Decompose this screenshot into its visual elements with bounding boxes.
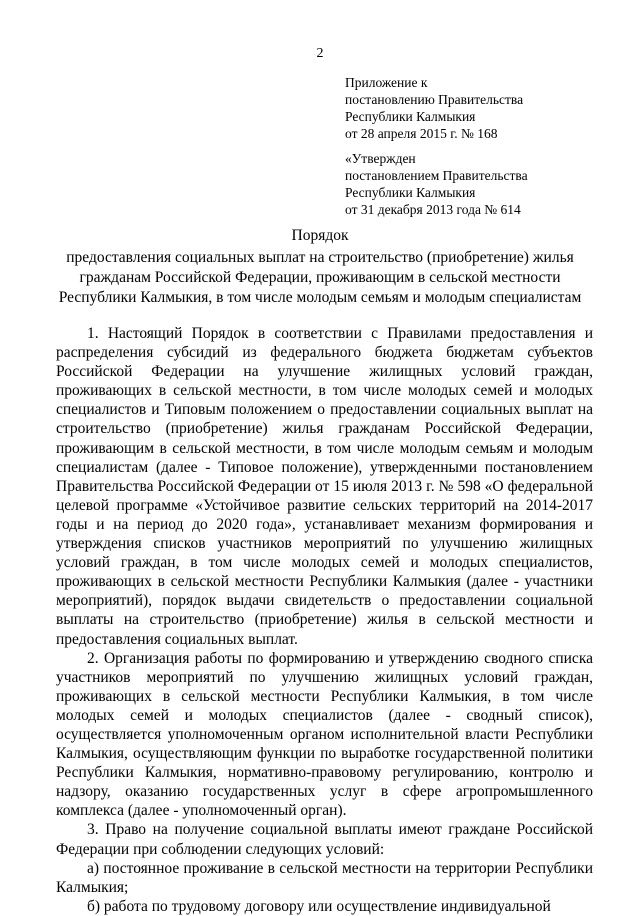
approval-line: «Утвержден [345, 151, 416, 166]
appendix-line: от 28 апреля 2015 г. № 168 [345, 126, 498, 141]
appendix-line: Приложение к [345, 75, 428, 90]
appendix-line: Республики Калмыкия [345, 109, 476, 124]
approval-line: постановлением Правительства [345, 168, 528, 183]
paragraph: б) работа по трудовому договору или осуществление индивидуальной [87, 897, 551, 915]
paragraph: а) постоянное проживание в сельской местности на территории Республики Калмыкия; [56, 859, 593, 896]
approval-reference [345, 150, 528, 218]
appendix-line: постановлению Правительства [345, 92, 524, 107]
approval-line: Республики Калмыкия [345, 185, 476, 200]
appendix-reference [345, 74, 523, 142]
paragraph: 2. Организация работы по формированию и утверждению сводного списка участников мероприятий по улучшению жилищных условий граждан, проживающих в сельской местности Республики Калмыкия, в том числе молодых семей и молодых специалистов (далее - сводный список), осуществляется уполномоченным органом исполнительной власти Республики Калмыкия, осуществляющим функции по выработке государственной политики Республики Калмыкия, нормативно-правовому регулированию, контролю и надзору, оказанию государственных услуг в сфере агропромышленного комплекса (далее - уполномоченный орган). [56, 649, 593, 820]
document-title [40, 226, 600, 308]
document-body [56, 324, 593, 916]
approval-line: от 31 декабря 2013 года № 614 [345, 202, 521, 217]
paragraph: 3. Право на получение социальной выплаты имеют граждане Российской Федерации при соблюдении следующих условий: [56, 821, 593, 858]
paragraph: 1. Настоящий Порядок в соответствии с Правилами предоставления и распределения субсидий из федерального бюджета бюджетам субъектов Российской Федерации на улучшение жилищных условий граждан, проживающих в сельской местности, в том числе молодых семей и молодых специалистов и Типовым положением о предоставлении социальных выплат на строительство (приобретение) жилья гражданам Российской Федерации, проживающим в сельской местности, в том числе молодым семьям и молодым специалистам (далее - Типовое положение), утвержденными постановлением Правительства Российской Федерации от 15 июля 2013 г. № 598 «О федеральной целевой программе «Устойчивое развитие сельских территорий на 2014-2017 годы и на период до 2020 года», устанавливает механизм формирования и утверждения списков участников мероприятий по улучшению жилищных условий граждан, в том числе молодых семей и молодых специалистов, проживающих в сельской местности Республики Калмыкия (далее - участники мероприятий), порядок выдачи свидетельств о предоставлении социальной выплаты на строительство (приобретение) жилья в сельской местности и предоставления социальных выплат. [56, 325, 593, 648]
page-number: 2 [316, 46, 324, 61]
title-main: Порядок [291, 227, 349, 244]
title-subtitle: предоставления социальных выплат на строительство (приобретение) жилья гражданам Российской Федерации, проживающим в сельской местности Республики Калмыкия, в том числе молодым семьям и молодым специалистам [58, 249, 582, 306]
